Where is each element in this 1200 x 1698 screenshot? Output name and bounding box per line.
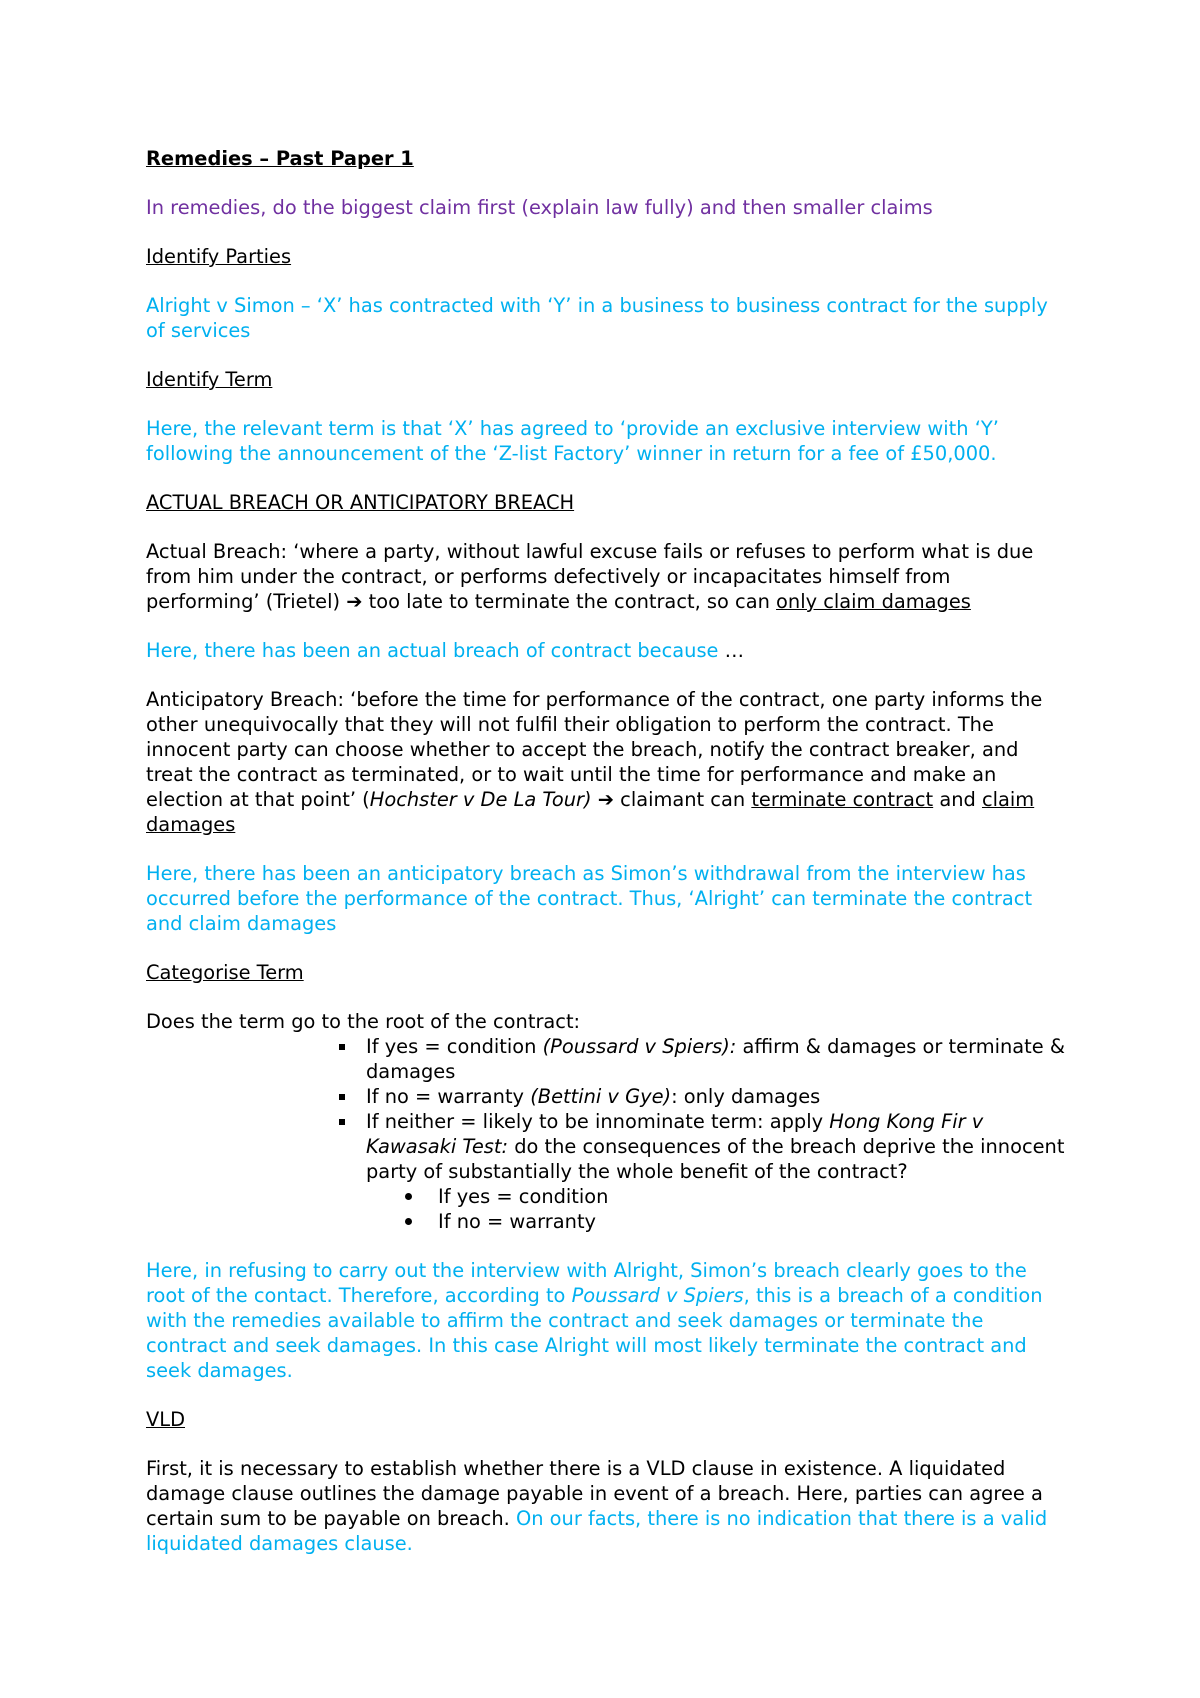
round-bullet-icon — [405, 1193, 412, 1200]
identify-term-heading: Identify Term — [146, 368, 273, 391]
actual-breach-text: Actual Breach: ‘where a party, without lawful excuse fails or refuses to perform what is due from him under the contract, or performs defectively or incapacitates himself from performing’ (Trietel) — [146, 540, 1034, 613]
intro-note: In remedies, do the biggest claim first (explain law fully) and then smaller claims — [146, 196, 933, 219]
list-item-condition: If yes = condition (Poussard v Spiers): affirm & damages or terminate & damages — [366, 1034, 1066, 1084]
case-hochster: Hochster v De La Tour) — [369, 788, 592, 811]
arrow-icon: ➔ — [597, 788, 614, 811]
actual-breach-applied: Here, there has been an actual breach of contract because … — [146, 639, 745, 662]
vld-text: First, it is necessary to establish whether there is a VLD clause in existence. A liquidated damage clause outlines the damage payable in event of a breach. Here, parties can agree a certain sum to be payable on breach. On our facts, there is no indication that there is a valid liquidated damages clause. — [146, 1457, 1048, 1555]
list-item-warranty: If no = warranty (Bettini v Gye): only damages — [366, 1084, 1066, 1109]
actual-breach-definition — [146, 539, 1066, 614]
categorise-term-heading: Categorise Term — [146, 961, 304, 984]
title-text: Remedies – Past Paper 1 — [146, 147, 414, 170]
breach-heading: ACTUAL BREACH OR ANTICIPATORY BREACH — [146, 491, 575, 514]
list-item-innominate: If neither = likely to be innominate term: apply Hong Kong Fir v Kawasaki Test: do the consequences of the breach deprive the innocent party of substantially the whole benefit of the contract? If yes = condition If no = warranty — [366, 1109, 1066, 1234]
categorise-applied: Here, in refusing to carry out the interview with Alright, Simon’s breach clearly goes to the root of the contact. Therefore, according to Poussard v Spiers, this is a breach of a condition with the remedies available to affirm the contract and seek damages or terminate the contract and seek damages. In this case Alright will most likely terminate the contract and seek damages. — [146, 1259, 1043, 1382]
anticipatory-breach-applied: Here, there has been an anticipatory breach as Simon’s withdrawal from the interview has occurred before the performance of the contract. Thus, ‘Alright’ can terminate the contract and claim damages — [146, 862, 1033, 935]
sub-item-warranty: If no = warranty — [438, 1209, 1066, 1234]
document-page — [146, 146, 1066, 1580]
remedy-claim-damages: claim damages — [146, 788, 1035, 836]
vld-applied: On our facts, there is no indication that there is a valid liquidated damages clause. — [146, 1507, 1048, 1555]
actual-breach-conclusion: too late to terminate the contract, so can — [362, 590, 777, 613]
innominate-sub-list — [366, 1184, 1066, 1234]
round-bullet-icon — [405, 1218, 412, 1225]
identify-parties-text: Alright v Simon – ‘X’ has contracted with ‘Y’ in a business to business contract for the supply of services — [146, 294, 1048, 342]
identify-term-text: Here, the relevant term is that ‘X’ has agreed to ‘provide an exclusive interview with ‘Y’ following the announcement of the ‘Z-list Factory’ winner in return for a fee of £50,000. — [146, 417, 999, 465]
vld-heading: VLD — [146, 1408, 185, 1431]
square-bullet-icon — [339, 1094, 345, 1100]
term-category-list — [146, 1034, 1066, 1234]
identify-parties-heading: Identify Parties — [146, 245, 292, 268]
square-bullet-icon — [339, 1044, 345, 1050]
sub-item-condition: If yes = condition — [438, 1184, 1066, 1209]
square-bullet-icon — [339, 1119, 345, 1125]
anticipatory-breach-definition: Anticipatory Breach: ‘before the time for performance of the contract, one party informs the other unequivocally that they will not fulfil their obligation to perform the contract. The innocent party can choose whether to accept the breach, notify the contract breaker, and treat the contract as terminated, or to wait until the time for performance and make an election at that point’ (Hochster v De La Tour) ➔ claimant can terminate contract and claim damages — [146, 688, 1043, 836]
remedy-terminate: terminate contract — [751, 788, 934, 811]
actual-breach-remedy: only claim damages — [776, 590, 971, 613]
categorise-question: Does the term go to the root of the contract: — [146, 1010, 581, 1033]
page-title — [146, 146, 1066, 171]
arrow-icon: ➔ — [346, 590, 363, 613]
